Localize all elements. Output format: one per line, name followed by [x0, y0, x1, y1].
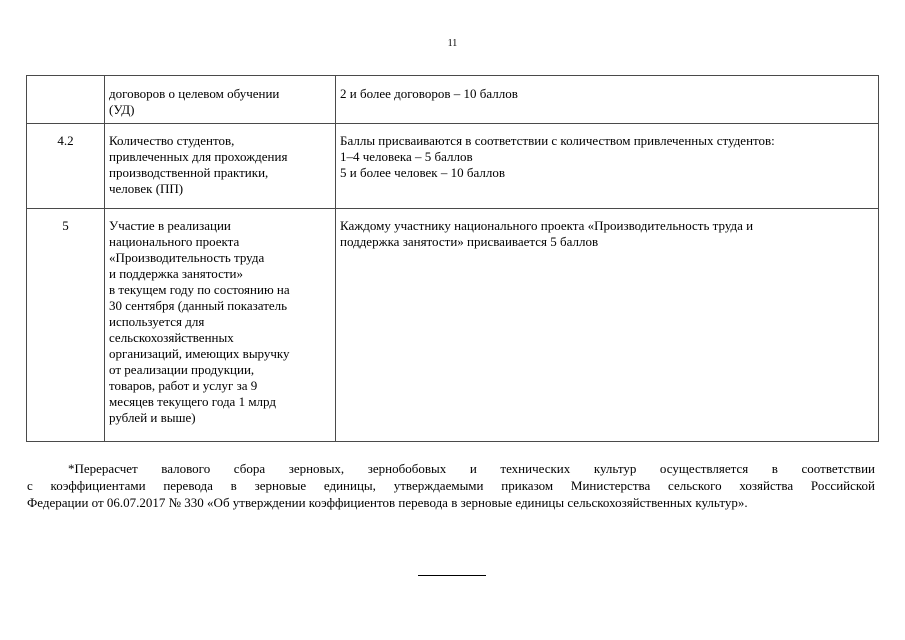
table-row: [27, 209, 879, 442]
description-line: 2 и более договоров – 10 баллов: [340, 86, 518, 101]
indicator-line: рублей и выше): [109, 410, 196, 425]
page-number: 11: [447, 38, 458, 49]
table-row: [27, 124, 879, 209]
indicator-line: и поддержка занятости»: [109, 266, 243, 281]
indicator-line: сельскохозяйственных: [109, 330, 234, 345]
indicator-line: 30 сентября (данный показатель: [109, 298, 288, 313]
description-line: поддержка занятости» присваивается 5 баллов: [340, 234, 599, 249]
table-row: [27, 76, 879, 124]
indicator-line: от реализации продукции,: [109, 362, 255, 377]
description-line: 1–4 человека – 5 баллов: [340, 149, 473, 164]
footnote: [27, 460, 875, 511]
indicator-cell: [105, 76, 336, 124]
footnote-line: с коэффициентами перевода в зерновые единицы, утверждаемыми приказом Министерства сельского хозяйства Российской: [27, 478, 875, 493]
description-line: Каждому участнику национального проекта «Производительность труда и: [340, 218, 754, 233]
footnote-line: *Перерасчет валового сбора зерновых, зернобобовых и технических культур осуществляется в соответствии: [68, 461, 875, 476]
description-cell: [336, 124, 879, 209]
indicator-line: Количество студентов,: [109, 133, 235, 148]
description-cell: [336, 209, 879, 442]
description-line: 5 и более человек – 10 баллов: [340, 165, 505, 180]
description-cell: [336, 76, 879, 124]
indicator-line: национального проекта: [109, 234, 240, 249]
indicator-line: в текущем году по состоянию на: [109, 282, 290, 297]
indicator-cell: [105, 124, 336, 209]
indicator-line: Участие в реализации: [109, 218, 231, 233]
indicator-line: товаров, работ и услуг за 9: [109, 378, 258, 393]
end-divider: [418, 575, 486, 576]
indicator-line: «Производительность труда: [109, 250, 265, 265]
footnote-line: Федерации от 06.07.2017 № 330 «Об утверждении коэффициентов перевода в зерновые единицы сельскохозяйственных культур».: [27, 495, 748, 510]
criteria-table: [26, 75, 879, 442]
indicator-line: используется для: [109, 314, 205, 329]
indicator-line: месяцев текущего года 1 млрд: [109, 394, 276, 409]
indicator-line: организаций, имеющих выручку: [109, 346, 290, 361]
indicator-cell: [105, 209, 336, 442]
row-number-cell: 5: [27, 209, 105, 442]
row-number-cell: [27, 76, 105, 124]
indicator-line: привлеченных для прохождения: [109, 149, 288, 164]
description-line: Баллы присваиваются в соответствии с количеством привлеченных студентов:: [340, 133, 775, 148]
row-number-cell: 4.2: [27, 124, 105, 209]
indicator-line: договоров о целевом обучении: [109, 86, 280, 101]
indicator-line: производственной практики,: [109, 165, 269, 180]
indicator-line: (УД): [109, 102, 135, 117]
indicator-line: человек (ПП): [109, 181, 184, 196]
